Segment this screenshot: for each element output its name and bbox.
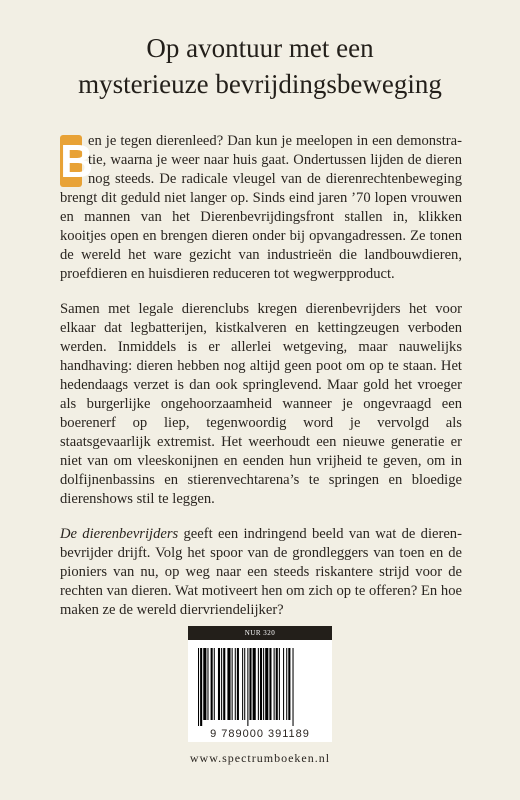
nur-code: NUR 320 <box>188 626 332 640</box>
barcode-bar <box>279 648 280 720</box>
paragraph-3 <box>60 525 462 620</box>
barcode-bar <box>269 648 271 720</box>
barcode-bar <box>258 648 259 720</box>
title-line-1: Op avontuur met een <box>146 33 374 63</box>
isbn-barcode <box>198 648 322 726</box>
barcode-bar <box>198 648 199 726</box>
barcode-bar <box>211 648 213 720</box>
paragraph-1 <box>60 132 462 284</box>
barcode-box <box>188 626 332 742</box>
barcode-bar <box>235 648 236 720</box>
barcode-bar <box>293 648 294 726</box>
barcode-bar <box>253 648 256 720</box>
back-cover-title <box>0 30 520 102</box>
barcode-bar <box>288 648 290 720</box>
paragraph-2: Samen met legale dierenclubs kregen dierenbevrijders het voor elkaar dat legbatterijen, kistkalveren en kettingzeugen verboden werden. Inmiddels is er allerlei wetgeving, maar nauwelijks handhaving: dieren hebben nog altijd geen poot om op te staan. Het hedendaags verzet is dan ook springlevend. Maar gold het vroeger als burgerlijke ongehoorzaamheid wanneer je ongevraagd een boerenerf op liep, tegenwoordig word je vervolgd als staatsgevaarlijk extremist. Het weerhoudt een nieuwe generatie er niet van om vleeskonijnen en eenden hun vrijheid te geven, om in dolfijnenbassins en stierenvechtarena’s te springen en bloedige dierenshows stil te leggen. <box>60 301 462 507</box>
barcode-bar <box>227 648 230 720</box>
barcode-bar <box>203 648 206 720</box>
barcode-bar <box>263 648 264 720</box>
barcode-bar <box>207 648 208 720</box>
title-line-2: mysterieuze bevrijdingsbeweging <box>78 69 442 99</box>
barcode-bar <box>244 648 245 720</box>
barcode-bar <box>237 648 239 720</box>
isbn-digits: 9 789000 391189 <box>210 728 310 740</box>
barcode-bar <box>276 648 278 720</box>
barcode-bar <box>249 648 251 720</box>
barcode-bar <box>274 648 275 720</box>
barcode-bar <box>232 648 233 720</box>
blurb <box>60 132 462 636</box>
barcode-bar <box>242 648 243 720</box>
drop-cap: B <box>60 135 94 187</box>
barcode-bar <box>260 648 262 720</box>
publisher-url: www.spectrumboeken.nl <box>189 751 331 765</box>
paragraph-3-text: geeft een indringend beeld van wat de dierenbevrijder drijft. Volg het spoor van de grondleggers van toen en de pioniers van nu, op weg naar een steeds riskantere strijd voor de rechten van dieren. Wat motiveert hen om zich op te offeren? En hoe maken ze de wereld diervriendelijker? <box>60 526 462 618</box>
barcode-bar <box>265 648 268 720</box>
barcode-area <box>188 640 332 742</box>
barcode-bar <box>221 648 222 720</box>
book-title-italic: De dierenbevrijders <box>60 526 179 542</box>
barcode-bar <box>286 648 287 720</box>
barcode-bar <box>214 648 215 720</box>
barcode-bar <box>223 648 225 720</box>
paragraph-1-text: en je tegen dierenleed? Dan kun je meelopen in een demonstratie, waarna je weer naar huis gaat. Ondertussen lijden de dieren nog steeds. De radicale vleugel van de dierenrechtenbeweging brengt dit geduld niet langer op. Sinds eind jaren ’70 lopen vrouwen en mannen van het Dierenbevrijdingsfront stallen in, klikken kooitjes open en brengen dieren onder bij opvangadressen. Ze tonen de wereld het ware gezicht van industrieën die landbouwdieren, proefdieren en huisdieren reduceren tot wegwerpproduct. <box>60 133 462 282</box>
barcode-bar <box>200 648 202 726</box>
barcode-bar <box>247 648 248 726</box>
barcode-bar <box>283 648 284 720</box>
barcode-bar <box>218 648 220 720</box>
